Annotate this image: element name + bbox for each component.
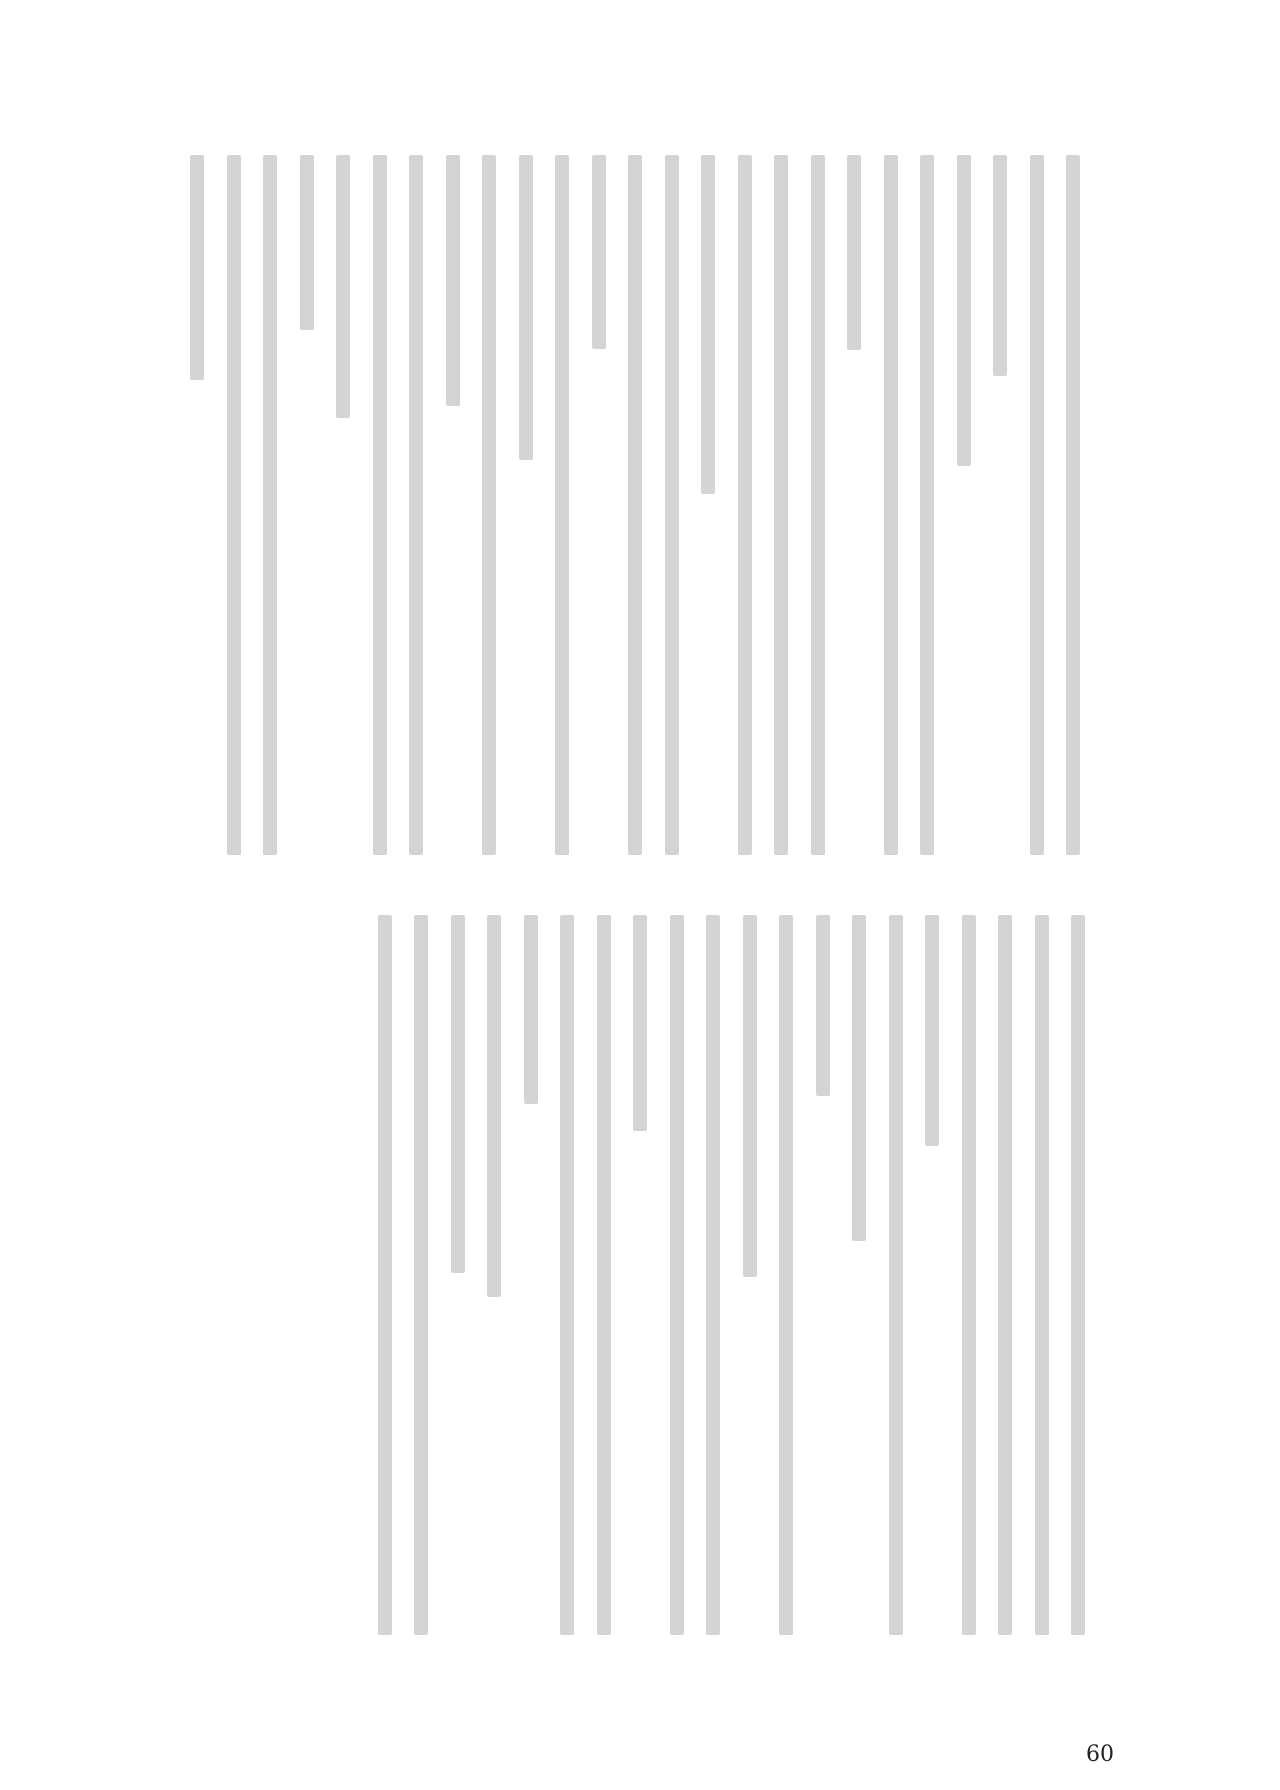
redacted-text-column xyxy=(373,155,387,855)
redacted-text-column xyxy=(670,915,684,1635)
redacted-text-column xyxy=(519,155,533,460)
redacted-text-column xyxy=(190,155,204,380)
redacted-text-column xyxy=(414,915,428,1635)
redacted-text-column xyxy=(378,915,392,1635)
redacted-text-column xyxy=(524,915,538,1104)
redacted-text-column xyxy=(811,155,825,855)
redacted-text-column xyxy=(701,155,715,494)
redacted-text-column xyxy=(487,915,501,1297)
redacted-text-column xyxy=(925,915,939,1146)
redacted-text-column xyxy=(1035,915,1049,1635)
redacted-text-column xyxy=(300,155,314,330)
lower-text-block-redacted xyxy=(365,915,1085,1655)
redacted-text-column xyxy=(1066,155,1080,855)
redacted-text-column xyxy=(555,155,569,855)
redacted-text-column xyxy=(451,915,465,1273)
redacted-text-column xyxy=(852,915,866,1241)
redacted-text-column xyxy=(884,155,898,855)
redacted-text-column xyxy=(409,155,423,855)
redacted-text-column xyxy=(482,155,496,855)
redacted-text-column xyxy=(633,915,647,1131)
redacted-text-column xyxy=(446,155,460,406)
redacted-text-column xyxy=(336,155,350,418)
page-number: 60 xyxy=(1086,1742,1114,1767)
redacted-text-column xyxy=(665,155,679,855)
redacted-text-column xyxy=(1030,155,1044,855)
redacted-text-column xyxy=(779,915,793,1635)
redacted-text-column xyxy=(263,155,277,855)
redacted-text-column xyxy=(957,155,971,466)
redacted-text-column xyxy=(743,915,757,1277)
redacted-text-column xyxy=(597,915,611,1635)
redacted-text-column xyxy=(738,155,752,855)
redacted-text-column xyxy=(706,915,720,1635)
redacted-text-column xyxy=(1071,915,1085,1635)
redacted-text-column xyxy=(592,155,606,349)
redacted-text-column xyxy=(962,915,976,1635)
redacted-text-column xyxy=(227,155,241,855)
redacted-text-column xyxy=(560,915,574,1635)
redacted-text-column xyxy=(774,155,788,855)
redacted-text-column xyxy=(993,155,1007,376)
redacted-text-column xyxy=(920,155,934,855)
redacted-text-column xyxy=(847,155,861,350)
redacted-text-column xyxy=(998,915,1012,1635)
upper-text-block-redacted xyxy=(180,155,1080,875)
redacted-text-column xyxy=(816,915,830,1096)
redacted-text-column xyxy=(628,155,642,855)
redacted-text-column xyxy=(889,915,903,1635)
